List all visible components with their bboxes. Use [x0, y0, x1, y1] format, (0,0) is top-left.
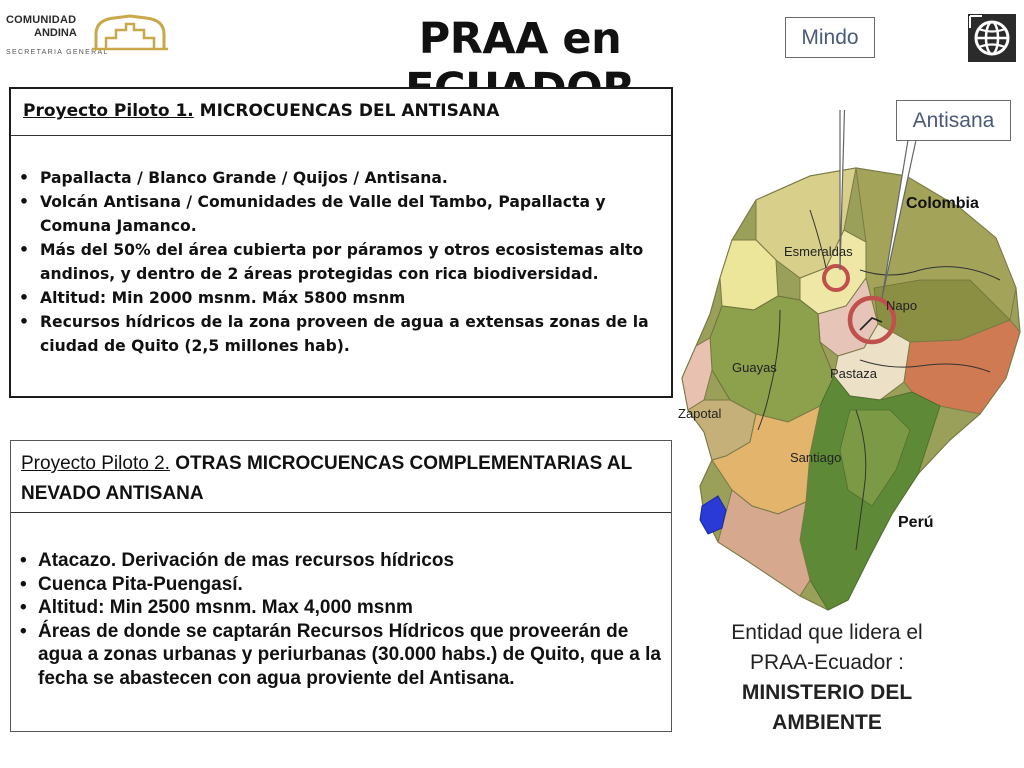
- list-item: • Altitud: Min 2000 msnm. Máx 5800 msnm: [40, 286, 661, 310]
- andean-emblem-icon: [90, 12, 170, 52]
- list-item: • Altitud: Min 2500 msnm. Max 4,000 msnm: [38, 596, 665, 620]
- project-2-list: [11, 513, 671, 690]
- pilot-project-2-heading: [11, 441, 671, 513]
- country-label-peru: Perú: [898, 514, 934, 531]
- basin-label-esmeraldas: Esmeraldas: [784, 244, 853, 259]
- project-2-title: OTRAS MICROCUENCAS COMPLEMENTARIAS AL NEVADO ANTISANA: [21, 453, 632, 504]
- list-item: • Áreas de donde se captarán Recursos Hídricos que proveerán de agua a zonas urbanas y periurbanas (30.000 habs.) de Quito, que a la fecha se abastecen con agua proviente del Antisana.: [38, 620, 665, 691]
- entity-line-2: PRAA-Ecuador :: [749, 651, 905, 674]
- project-1-list: [11, 136, 671, 358]
- list-item: • Más del 50% del área cubierta por páramos y otros ecosistemas alto andinos, y dentro de 2 áreas protegidas con rica biodiversidad.: [40, 238, 661, 286]
- map-shapes: [660, 110, 1024, 620]
- list-item: • Atacazo. Derivación de mas recursos hídricos: [38, 549, 665, 573]
- entity-line-1: Entidad que lidera el: [731, 621, 923, 644]
- world-bank-globe-icon: [968, 14, 1016, 62]
- basin-label-guayas: Guayas: [732, 360, 777, 375]
- ecuador-watershed-map: [660, 110, 1024, 620]
- logo-text-line3: SECRETARIA GENERAL: [6, 49, 109, 56]
- page-title: PRAA en: [418, 14, 622, 64]
- pilot-project-1-box: [9, 87, 673, 398]
- list-item: • Recursos hídricos de la zona proveen de agua a extensas zonas de la ciudad de Quito (2,5 millones hab).: [40, 310, 661, 358]
- comunidad-andina-logo: [4, 10, 172, 60]
- basin-label-pastaza: Pastaza: [830, 366, 877, 381]
- pilot-project-2-box: [10, 440, 672, 732]
- basin-label-napo: Napo: [886, 298, 918, 313]
- basin-label-santiago: Santiago: [790, 450, 842, 465]
- project-1-title: MICROCUENCAS DEL ANTISANA: [193, 101, 500, 121]
- project-2-label: Proyecto Piloto 2.: [21, 453, 170, 474]
- list-item: • Cuenca Pita-Puengasí.: [38, 573, 665, 597]
- entity-ministry-name: MINISTERIO DEL AMBIENTE: [741, 681, 913, 734]
- list-item: • Volcán Antisana / Comunidades de Valle del Tambo, Papallacta y Comuna Jamanco.: [40, 190, 661, 238]
- list-item: • Papallacta / Blanco Grande / Quijos / Antisana.: [40, 166, 661, 190]
- country-label-colombia: Colombia: [906, 195, 979, 212]
- antisana-callout: Antisana: [896, 100, 1011, 141]
- logo-text-line1: COMUNIDAD: [6, 14, 77, 26]
- world-bank-logo: [968, 14, 1016, 62]
- mindo-callout: Mindo: [785, 17, 875, 58]
- basin-label-zapotal: Zapotal: [678, 406, 722, 421]
- project-1-label: Proyecto Piloto 1.: [23, 101, 194, 121]
- logo-text-line2: ANDINA: [34, 27, 77, 39]
- pilot-project-1-heading: [11, 89, 671, 136]
- leading-entity-text: [700, 618, 954, 738]
